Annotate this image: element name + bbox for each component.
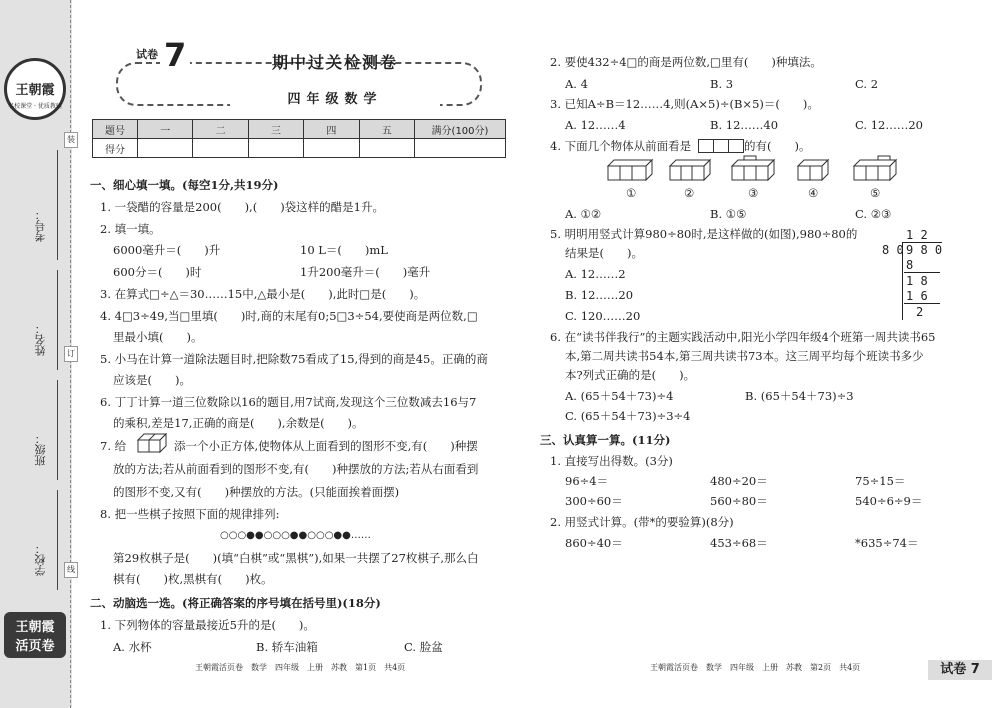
- ld-dividend: 9 8 0: [906, 243, 943, 257]
- field-class: 班级：: [34, 433, 47, 467]
- name-line[interactable]: [57, 270, 58, 370]
- score-cell[interactable]: [193, 139, 248, 158]
- option-a[interactable]: A. 水杯: [113, 640, 152, 654]
- ld-divisor: 8 0: [882, 243, 904, 257]
- object-label: ②: [684, 186, 695, 200]
- logo-text: 王朝霞: [15, 83, 55, 98]
- question-text: 6. 在“读书伴我行”的主题实践活动中,阳光小学四年级4个班第一周共读书65: [550, 330, 936, 344]
- ld-step3: 1 6: [906, 289, 928, 303]
- option-c[interactable]: C. ②③: [855, 207, 892, 221]
- score-cell[interactable]: [138, 139, 193, 158]
- long-division-figure: [882, 228, 944, 320]
- score-header-cell: 满分(100分): [415, 120, 506, 139]
- question-text: 6000毫升＝( )升: [113, 243, 221, 257]
- exam-number-line[interactable]: [57, 150, 58, 260]
- question-text: 6. 丁丁计算一道三位数除以16的题目,用7试商,发现这个三位数减去16与7: [100, 395, 477, 409]
- question-text: 2. 用竖式计算。(带*的要验算)(8分): [550, 515, 734, 529]
- calc-item: 453÷68＝: [710, 536, 768, 550]
- option-b[interactable]: B. 12……40: [710, 118, 779, 132]
- page-number: 7: [970, 662, 980, 677]
- field-exam-number: 考号：: [34, 209, 47, 243]
- question-text: 2. 要使432÷4□的商是两位数,□里有( )种填法。: [550, 55, 822, 69]
- score-header-cell: 一: [138, 120, 193, 139]
- option-a[interactable]: A. (65＋54＋73)÷4: [565, 389, 674, 403]
- score-header-cell: 二: [193, 120, 248, 139]
- option-a[interactable]: A. 12……2: [565, 267, 626, 281]
- three-squares-icon: [698, 138, 743, 153]
- question-text: 1. 直接写出得数。(3分): [550, 454, 673, 468]
- calc-item: 480÷20＝: [710, 474, 768, 488]
- score-cell[interactable]: [304, 139, 359, 158]
- footer-left: 王朝霞活页卷 数学 四年级 上册 苏教 第1页 共4页: [195, 663, 406, 672]
- question-text: 本,第二周共读书54本,第三周共读书73本。这三周平均每个班读书多少: [565, 349, 924, 363]
- ld-step1: 8: [906, 258, 914, 272]
- object-5-icon: [852, 154, 900, 184]
- calc-item: *635÷74＝: [855, 536, 919, 550]
- calc-item: 300÷60＝: [565, 494, 623, 508]
- calc-item: 540÷6÷9＝: [855, 494, 923, 508]
- question-text: 里最小填( )。: [113, 330, 203, 344]
- option-c[interactable]: C. (65＋54＋73)÷3÷4: [565, 409, 691, 423]
- ld-remainder: 2: [916, 305, 924, 319]
- cut-char-2: 订: [64, 346, 78, 362]
- badge-line-2: 活页卷: [15, 639, 55, 654]
- section-3-heading: 三、认真算一算。(11分): [540, 433, 671, 447]
- score-header-cell: 四: [304, 120, 359, 139]
- question-text: 10 L＝( )mL: [300, 243, 388, 257]
- score-cell[interactable]: [415, 139, 506, 158]
- score-header-row: [93, 120, 506, 139]
- option-b[interactable]: B. 3: [710, 77, 734, 91]
- ld-step2: 1 8: [906, 274, 928, 288]
- question-text: 应该是( )。: [113, 373, 191, 387]
- page-subtitle: 四年级数学: [230, 88, 440, 107]
- score-header-cell: 三: [248, 120, 303, 139]
- option-c[interactable]: C. 120……20: [565, 309, 641, 323]
- option-a[interactable]: A. 12……4: [565, 118, 626, 132]
- question-text: 本?列式正确的是( )。: [565, 368, 696, 382]
- object-label: ④: [808, 186, 819, 200]
- field-name: 姓名：: [34, 323, 47, 357]
- chess-pattern: ○○○●●○○○●●○○○●●……: [220, 530, 371, 541]
- question-text: 3. 在算式□÷△＝30……15中,△最小是( ),此时□是( )。: [100, 287, 426, 301]
- question-text: 放的方法;若从前面看到的图形不变,有( )种摆放的方法;若从右面看到: [113, 462, 479, 476]
- field-school: 学校：: [34, 543, 47, 577]
- footer-right: 王朝霞活页卷 数学 四年级 上册 苏教 第2页 共4页: [650, 663, 861, 672]
- option-b[interactable]: B. ①⑤: [710, 207, 747, 221]
- object-label: ⑤: [870, 186, 881, 200]
- option-a[interactable]: A. 4: [565, 77, 588, 91]
- question-text: 结果是( )。: [565, 246, 643, 260]
- score-label-cell: 得分: [93, 139, 138, 158]
- option-b[interactable]: B. 12……20: [565, 288, 634, 302]
- exam-number: 7: [160, 36, 190, 74]
- exam-label: 试卷: [133, 46, 161, 62]
- question-text: 1. 一袋醋的容量是200( ),( )袋这样的醋是1升。: [100, 200, 384, 214]
- question-text: 的有( )。: [744, 139, 811, 153]
- ld-quotient: 1 2: [906, 228, 928, 242]
- binding-strip: [0, 0, 75, 708]
- option-c[interactable]: C. 12……20: [855, 118, 923, 132]
- section-1-heading: 一、细心填一填。(每空1分,共19分): [90, 178, 279, 192]
- score-row: [93, 139, 506, 158]
- section-2-heading: 二、动脑选一选。(将正确答案的序号填在括号里)(18分): [90, 596, 381, 610]
- question-text: 5. 小马在计算一道除法题目时,把除数75看成了15,得到的商是45。正确的商: [100, 352, 488, 366]
- question-text: 第29枚棋子是( )(填“白棋”或“黑棋”),如果一共摆了27枚棋子,那么白: [113, 551, 479, 565]
- cube-figure-icon: [136, 432, 170, 456]
- score-table: [92, 119, 506, 158]
- score-header-cell: 题号: [93, 120, 138, 139]
- option-a[interactable]: A. ①②: [565, 207, 602, 221]
- class-line[interactable]: [57, 380, 58, 480]
- object-label: ③: [748, 186, 759, 200]
- object-4-icon: [796, 156, 832, 184]
- score-cell[interactable]: [359, 139, 414, 158]
- calc-item: 96÷4＝: [565, 474, 609, 488]
- question-text: 5. 明明用竖式计算980÷80时,是这样做的(如图),980÷80的: [550, 227, 858, 241]
- question-text: 600分＝( )时: [113, 265, 202, 279]
- question-text: 2. 填一填。: [100, 222, 161, 236]
- score-cell[interactable]: [248, 139, 303, 158]
- question-text: 4. 4□3÷49,当□里填( )时,商的末尾有0;5□3÷54,要使商是两位数,□: [100, 309, 478, 323]
- question-text: 4. 下面几个物体从前面看是: [550, 139, 692, 153]
- question-text: 的图形不变,又有( )种摆放的方法。(只能面挨着面摆): [113, 485, 400, 499]
- object-label: ①: [626, 186, 637, 200]
- score-header-cell: 五: [359, 120, 414, 139]
- question-text: 的乘积,差是17,正确的商是( ),余数是( )。: [113, 416, 364, 430]
- brand-logo: [4, 58, 66, 120]
- school-line[interactable]: [57, 490, 58, 590]
- logo-subtext: 名校课堂 · 优质教辅: [8, 103, 62, 110]
- cut-char-1: 装: [64, 132, 78, 148]
- object-1-icon: [606, 158, 656, 184]
- option-b[interactable]: B. 轿车油箱: [256, 640, 318, 654]
- question-text: 1升200毫升＝( )毫升: [300, 265, 431, 279]
- option-b[interactable]: B. (65＋54＋73)÷3: [745, 389, 854, 403]
- calc-item: 560÷80＝: [710, 494, 768, 508]
- page-label: 试卷: [940, 662, 967, 677]
- page-number-tab: [928, 660, 992, 680]
- page-title: 期中过关检测卷: [271, 53, 398, 72]
- cut-char-3: 线: [64, 562, 78, 578]
- question-text: 7. 给: [100, 439, 127, 453]
- question-text: 添一个小正方体,使物体从上面看到的图形不变,有( )种摆: [174, 439, 478, 453]
- badge-line-1: 王朝霞: [15, 620, 55, 635]
- option-c[interactable]: C. 2: [855, 77, 879, 91]
- question-text: 8. 把一些棋子按照下面的规律排列:: [100, 507, 280, 521]
- option-c[interactable]: C. 脸盆: [404, 640, 443, 654]
- question-text: 1. 下列物体的容量最接近5升的是( )。: [100, 618, 315, 632]
- calc-item: 75÷15＝: [855, 474, 906, 488]
- object-2-icon: [668, 158, 714, 184]
- calc-item: 860÷40＝: [565, 536, 623, 550]
- brand-badge: [4, 612, 66, 658]
- object-3-icon: [730, 154, 778, 184]
- question-text: 3. 已知A÷B＝12……4,则(A×5)÷(B×5)＝( )。: [550, 97, 819, 111]
- question-text: 棋有( )枚,黑棋有( )枚。: [113, 572, 273, 586]
